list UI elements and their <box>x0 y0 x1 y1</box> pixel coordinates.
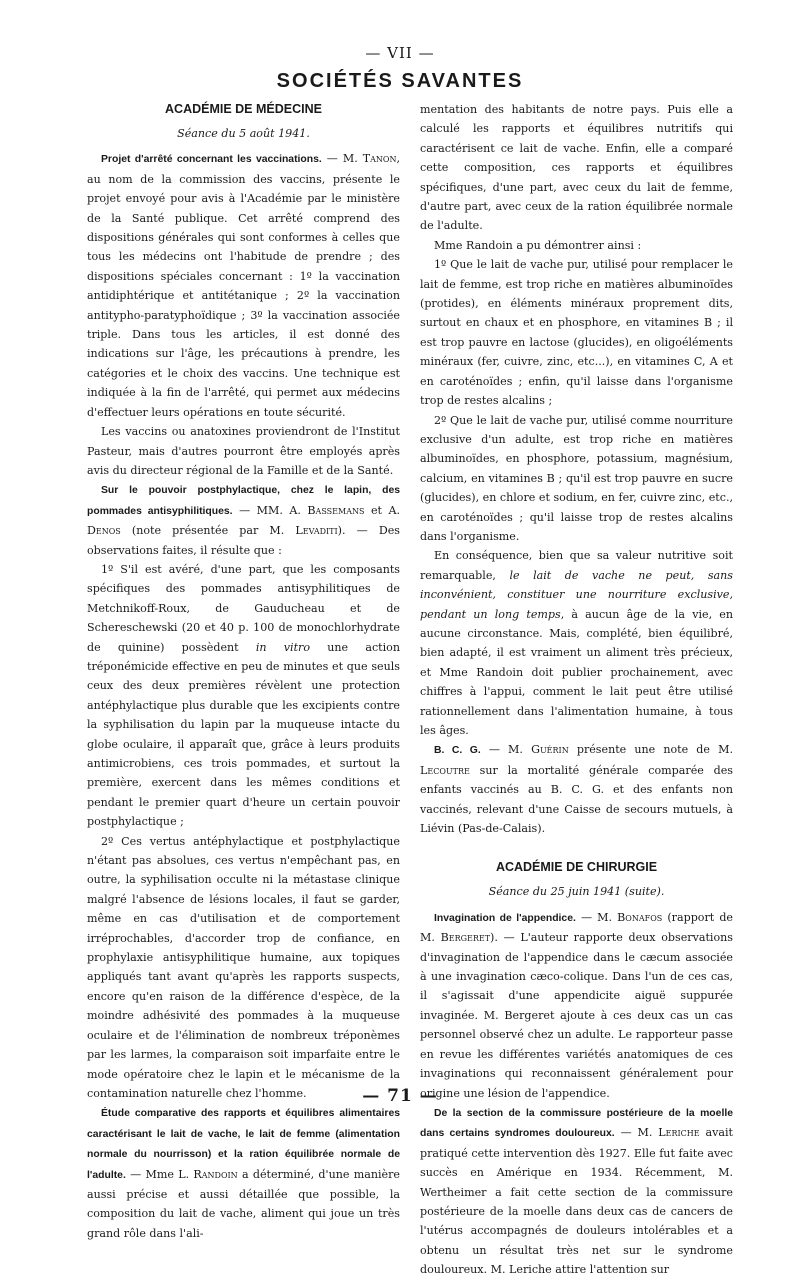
article-heading: Projet d'arrêté concernant les vaccinations. <box>101 154 322 166</box>
author-name: Leriche <box>658 1126 700 1140</box>
paragraph: 1º Que le lait de vache pur, utilisé pour remplacer le lait de femme, est trop riche en matières albuminoïdes (protides), en éléments minéraux proprement dits, surtout en chaux et en phosphore, en vitamines B ; il est trop pauvre en lactose (glucides), en oligoéléments minéraux (fer, cuivre, zinc, etc...), en vitamines C, A et en caroténoïdes ; enfin, qu'il laisse dans l'organisme trop de restes alcalins ; <box>420 258 733 408</box>
article-heading: De la section de la commissure postérieure de la moelle dans certains syndromes douloureux. <box>420 1107 733 1140</box>
article-heading: Étude comparative des rapports et équilibres alimentaires caractérisant le lait de vache, le lait de femme (alimentation normale du nourrisson) et la ration équilibrée normale de l'adulte. <box>87 1108 400 1181</box>
article-invagination: Invagination de l'appendice. — M. Bonafos (rapport de M. Bergeret). — L'auteur rapporte deux observations d'invagination de l'appendice dans le cæcum associée à une invagination cæco-colique. Dans l'un de ces cas, il s'agissait d'une appendicite aiguë suppurée invaginée. M. Bergeret ajoute à ces deux cas un cas personnel observé chez un adulte. Le rapporteur passe en revue les différentes variétés anatomiques de ces invaginations qui reconnaissent généralement pour origine une lésion de l'appendice. <box>420 910 734 1100</box>
roman-folio: — VII — <box>365 44 435 62</box>
article-heading: Invagination de l'appendice. <box>434 912 576 924</box>
author-name: Tanon <box>362 152 397 166</box>
article-postphylactique: Sur le pouvoir postphylactique, chez le lapin, des pommades antisyphilitiques. — MM. A. Bassemans et A. Denos (note présentée par M. Levaditi). — Des observations faites, il résulte que : <box>87 485 400 557</box>
paragraph: 1º S'il est avéré, d'une part, que les composants spécifiques des pommades antisyphilitiques de Metchnikoff-Roux, de Gauducheau et de Schereschewski (20 et 40 p. 100 de monochlorhydrate de quinine) possèdent in vitro une action tréponémicide effective en peu de minutes et que seuls ceux des deux premières révèlent une protection antéphylactique plus durable que les excipients contre la syphilisation du lapin par la muqueuse intacte du globe oculaire, il apparaît que, grâce à leurs produits antimicrobiens, ces trois pommades, et surtout la première, exercent dans les mêmes conditions et pendant le premier quart d'heure un certain pouvoir postphylactique ; <box>87 562 400 829</box>
article-heading: B. C. G. <box>434 745 481 757</box>
author-name: Bonafos <box>617 910 663 924</box>
paragraph: 2º Ces vertus antéphylactique et postphylactique n'étant pas absolues, ces vertus n'empêchant pas, en outre, la syphilisation occulte ni la métastase clinique malgré l'absence de lésions locales, il faut se garder, même en cas d'utilisation et de comportement irréprochables, d'accorder trop de confiance, en prophylaxie antisyphilitique humaine, aux topiques appliqués tant avant qu'après les rapports suspects, encore qu'en raison de la différence d'espèce, de la moindre adhésivité des pommades à la muqueuse oculaire et de l'élimination de nombreux tréponèmes par les larmes, la comparaison soit imparfaite entre le mode opératoire chez le lapin et le mécanisme de la contamination naturelle chez l'homme. <box>87 834 400 1100</box>
author-name: Lecoutre <box>420 763 470 777</box>
seance-date-medecine: Séance du 5 août 1941. <box>177 127 310 140</box>
author-name: Bassemans <box>307 503 365 517</box>
paragraph: Les vaccins ou anatoxines proviendront de l'Institut Pasteur, mais d'autres pourront être employés après avis du directeur régional de la Famille et de la Santé. <box>87 425 400 477</box>
paragraph: En conséquence, bien que sa valeur nutritive soit remarquable, le lait de vache ne peut, sans inconvénient, constituer une nourriture exclusive, pendant un long temps, à aucun âge de la vie, en aucune circonstance. Mais, complété, bien équilibré, bien adapté, il est vraiment un aliment très précieux, et Mme Randoin doit publier prochainement, avec chiffres à l'appui, comment le lait peut être utilisé rationnellement dans l'alimentation humaine, à tous les âges. <box>420 549 733 737</box>
page-title: SOCIÉTÉS SAVANTES <box>276 70 524 92</box>
author-name: Bergeret <box>440 931 491 945</box>
author-name: Levaditi <box>295 524 338 538</box>
article-heading: Sur le pouvoir postphylactique, chez le lapin, des pommades antisyphilitiques. <box>87 485 400 517</box>
section-spacer <box>420 838 733 858</box>
section-title-chirurgie: ACADÉMIE DE CHIRURGIE <box>495 860 658 875</box>
author-name: Denos <box>87 524 121 538</box>
paragraph: 2º Que le lait de vache pur, utilisé comme nourriture exclusive d'un adulte, est trop riche en matières albuminoïdes, en phosphore, potassium, magnésium, calcium, en vitamines B ; qu'il est trop pauvre en sucre (glucides), en chlore et sodium, en fer, cuivre zinc, etc., en caroténoïdes ; qu'il laisse trop de restes alcalins dans l'organisme. <box>420 413 733 543</box>
author-name: Guérin <box>531 743 569 757</box>
seance-date-chirurgie: Séance du 25 juin 1941 (suite). <box>488 885 665 899</box>
article-commissure: De la section de la commissure postérieure de la moelle dans certains syndromes douloureux. — M. Leriche avait pratiqué cette intervention dès 1927. Elle fut faite avec succès en Amérique en 1934. Récemment, M. Wertheimer a fait cette section de la commissure postérieure de la moelle dans deux cas de cancers de l'utérus accompagnés de douleurs intolérables et a obtenu un résultat très net sur le syndrome douloureux. M. Leriche attire l'attention sur <box>420 1107 733 1277</box>
paragraph: mentation des habitants de notre pays. Puis elle a calculé les rapports et équilibres nutritifs qui caractérisent ce lait de vache. Enfin, elle a comparé cette composition, ces rapports et équilibres spécifiques, d'une part, avec ceux du lait de femme, d'autre part, avec ceux de la ration équilibrée normale de l'adulte. <box>420 103 733 233</box>
article-bcg: B. C. G. — M. Guérin présente une note de M. Lecoutre sur la mortalité générale comparée des enfants vaccinés au B. C. G. et des enfants non vaccinés, relevant d'une Caisse de secours mutuels, à Liévin (Pas-de-Calais). <box>420 743 733 836</box>
author-name: Randoin <box>193 1167 238 1181</box>
paragraph: Mme Randoin a pu démontrer ainsi : <box>434 238 642 252</box>
left-column <box>87 100 400 1243</box>
article-lait-de-vache: Étude comparative des rapports et équilibres alimentaires caractérisant le lait de vache, le lait de femme (alimentation normale du nourrisson) et la ration équilibrée normale de l'adulte. — Mme L. Randoin a déterminé, d'une manière aussi précise et aussi détaillée que possible, la composition du lait de vache, aliment qui joue un très grand rôle dans l'ali- <box>87 1108 400 1240</box>
section-title-medecine: ACADÉMIE DE MÉDECINE <box>165 102 322 116</box>
article-vaccinations: Projet d'arrêté concernant les vaccinations. — M. Tanon, au nom de la commission des vaccins, présente le projet envoyé pour avis à l'Académie par le ministère de la Santé publique. Cet arrêté comprend des dispositions générales qui sont conformes à celles que tous les médecins ont l'habitude de prendre ; des dispositions spéciales concernant : 1º la vaccination antidiphtérique et antitétanique ; 2º la vaccination antitypho-paratyphoïdique ; 3º la vaccination associée triple. Dans tous les articles, il est donné des indications sur l'âge, les précautions à prendre, les catégories et le choix des vaccins. Une technique est indiquée à la fin de l'arrêté, qui permet aux médecins d'effectuer leurs opérations en toute sécurité. <box>87 152 400 419</box>
page-number: — 71 — <box>362 1086 438 1106</box>
